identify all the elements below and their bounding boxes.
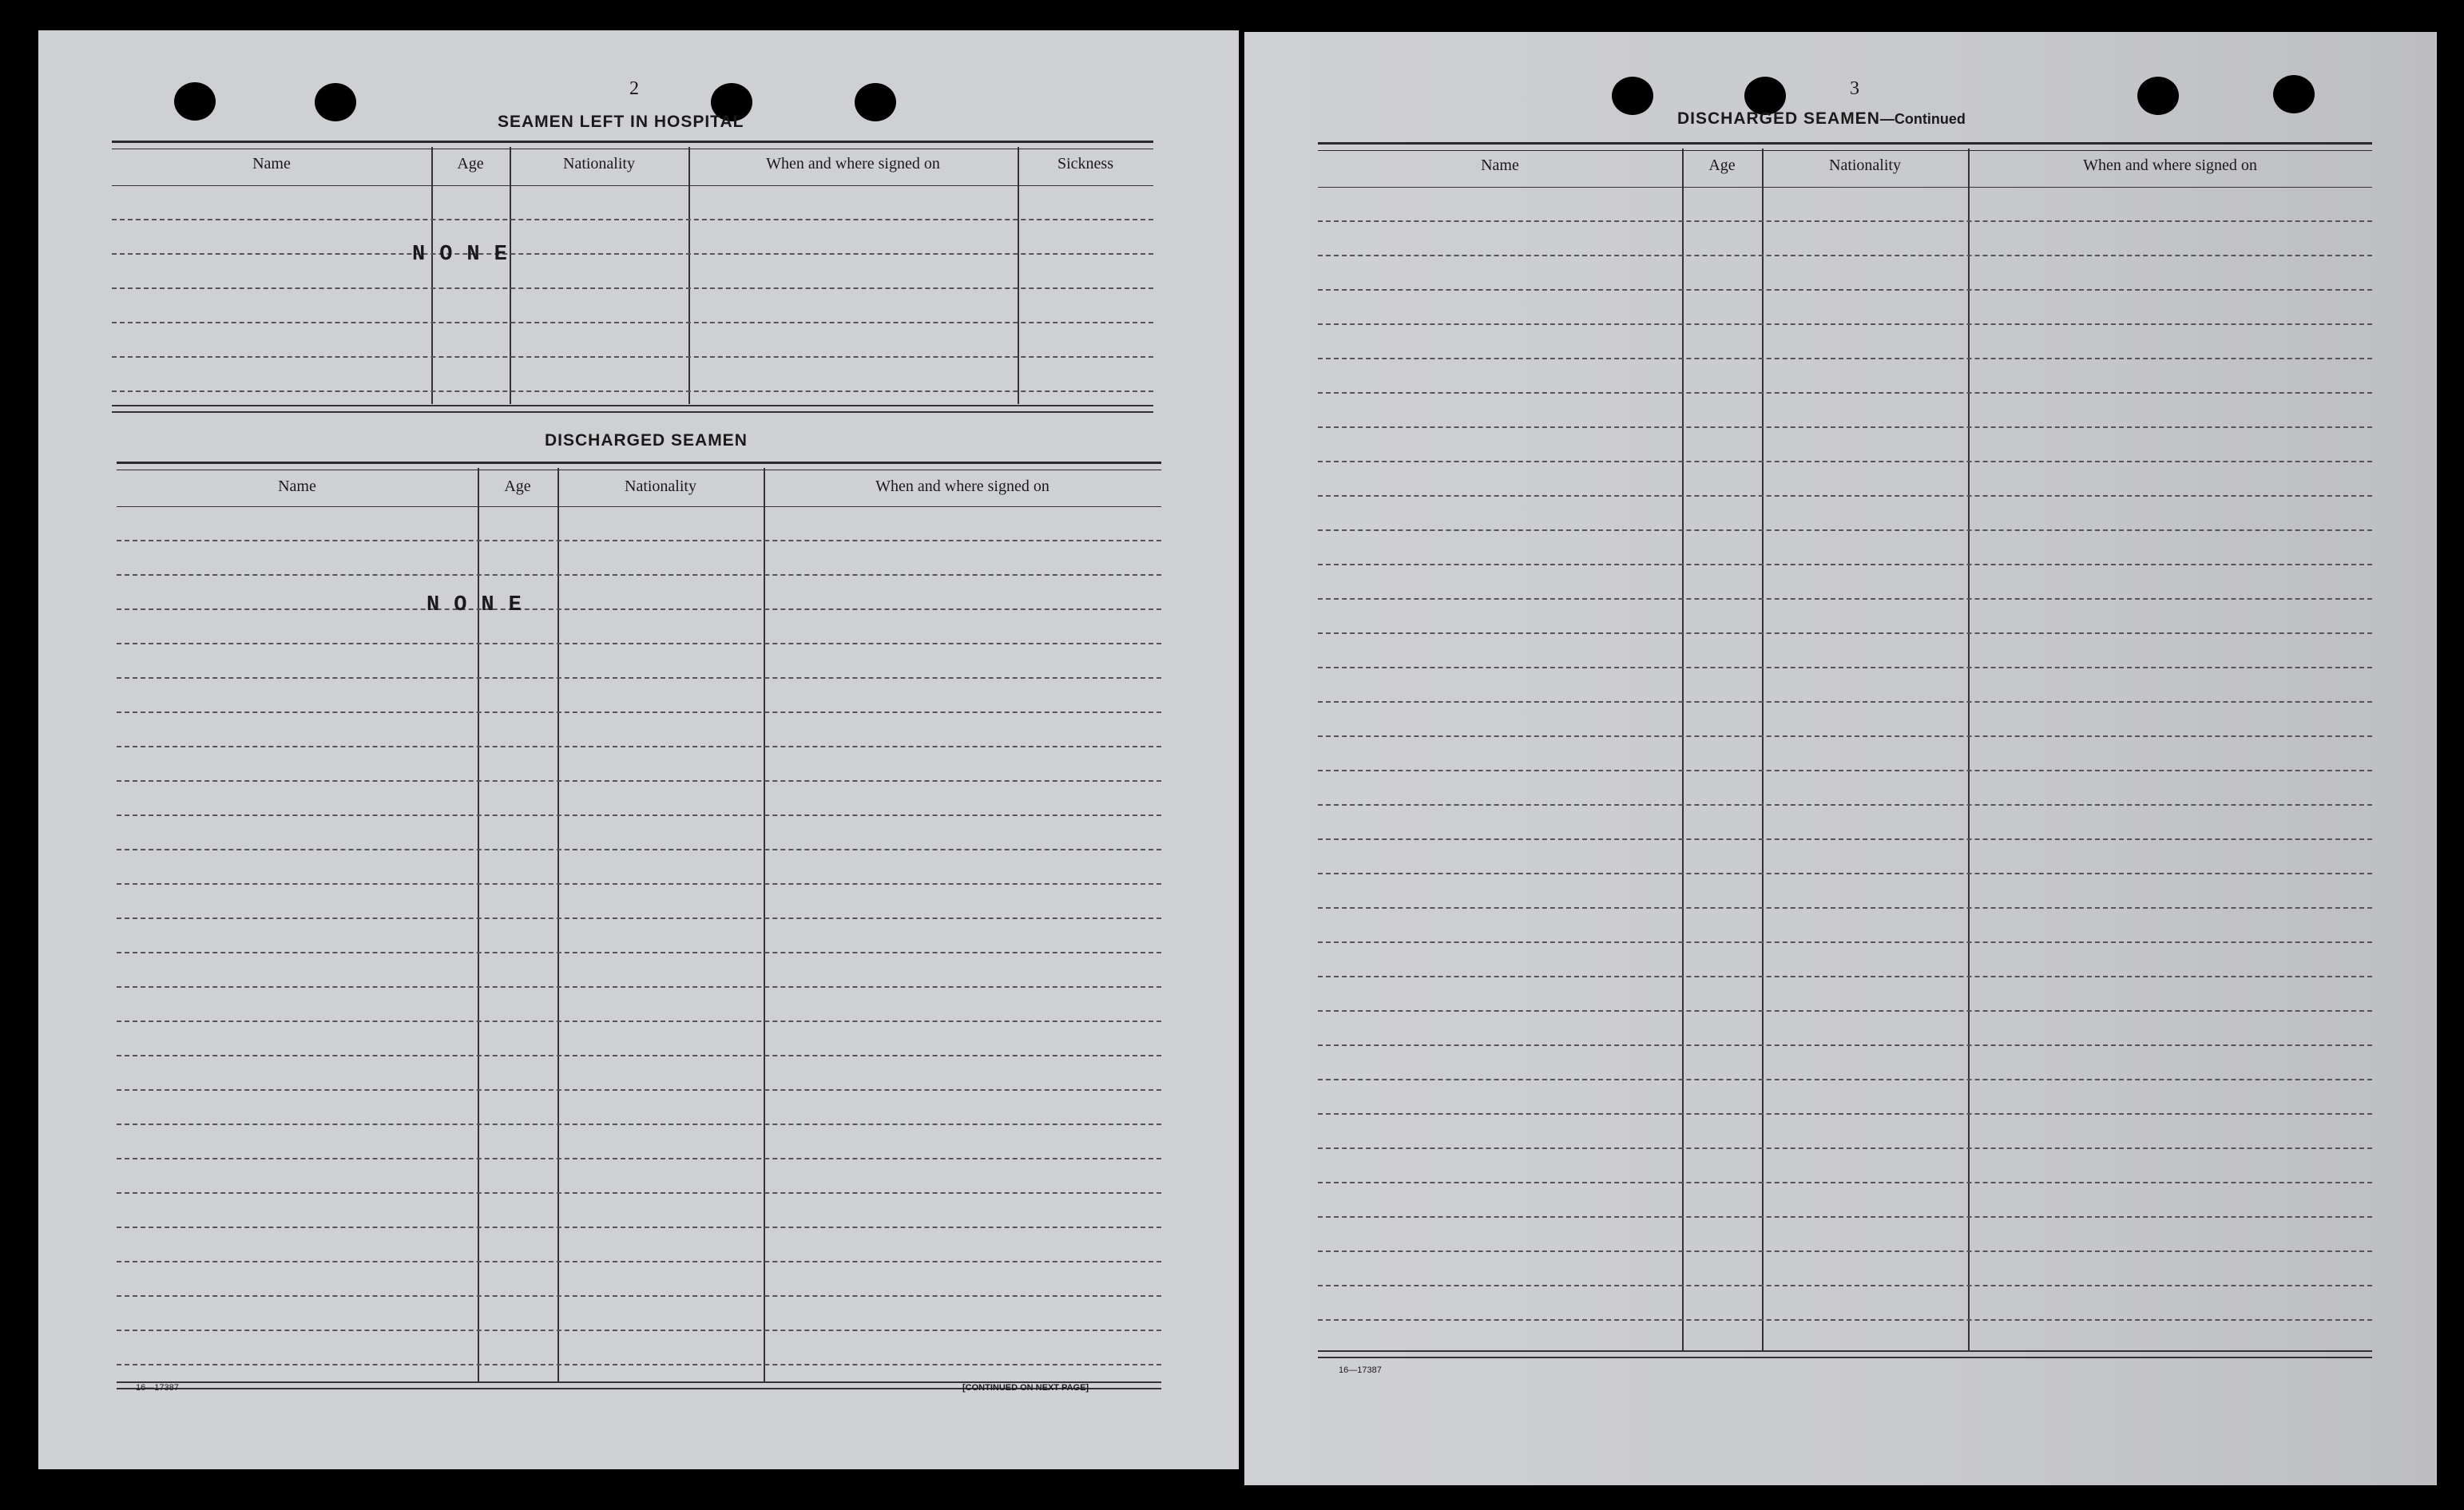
ruled-line — [1318, 358, 2372, 359]
hospital-table — [112, 141, 1153, 416]
col-header-nationality: Nationality — [1829, 157, 1901, 174]
ruled-line — [1318, 941, 2372, 943]
col-header-name: Name — [1481, 157, 1519, 174]
punch-hole — [2137, 77, 2179, 115]
ruled-line — [117, 1055, 1161, 1056]
ruled-line — [1318, 1044, 2372, 1046]
page-number: 3 — [1850, 78, 1859, 99]
col-header-name: Name — [252, 155, 291, 172]
discharged-none-entry: NONE — [427, 593, 536, 617]
discharged-continued-title — [1677, 109, 1966, 129]
left-page — [38, 30, 1239, 1469]
ruled-line — [1318, 323, 2372, 325]
ruled-line — [1318, 1079, 2372, 1080]
ruled-line — [117, 1295, 1161, 1297]
hospital-section-title: SEAMEN LEFT IN HOSPITAL — [498, 113, 744, 131]
ruled-line — [1318, 1147, 2372, 1149]
title-suffix: —Continued — [1879, 111, 1966, 127]
ruled-line — [1318, 598, 2372, 600]
ruled-line — [1318, 255, 2372, 256]
ruled-line — [117, 986, 1161, 988]
hospital-none-entry: NONE — [412, 243, 522, 267]
col-header-age: Age — [457, 155, 484, 172]
discharged-continued-table — [1318, 142, 2372, 1376]
ruled-line — [1318, 838, 2372, 840]
ruled-line — [1318, 1250, 2372, 1252]
ruled-line — [117, 1021, 1161, 1022]
right-page — [1244, 32, 2437, 1485]
col-header-name: Name — [278, 478, 316, 495]
ruled-line — [112, 356, 1153, 358]
punch-hole — [855, 83, 896, 121]
title-main: DISCHARGED SEAMEN — [1677, 109, 1880, 128]
ruled-line — [117, 711, 1161, 713]
ruled-line — [117, 780, 1161, 782]
col-header-nationality: Nationality — [563, 155, 635, 172]
punch-hole — [315, 83, 356, 121]
page-number: 2 — [629, 78, 639, 99]
ruled-line — [117, 608, 1161, 610]
ruled-line — [1318, 1319, 2372, 1321]
ruled-line — [1318, 495, 2372, 497]
ruled-line — [117, 1192, 1161, 1194]
punch-hole — [174, 82, 216, 121]
ruled-line — [1318, 1216, 2372, 1218]
ruled-line — [117, 1227, 1161, 1228]
ruled-line — [1318, 770, 2372, 771]
ruled-line — [117, 643, 1161, 644]
ruled-line — [1318, 529, 2372, 531]
discharged-section-title: DISCHARGED SEAMEN — [545, 431, 748, 450]
ruled-line — [117, 746, 1161, 747]
ruled-line — [1318, 1113, 2372, 1115]
form-number: 16—17387 — [1339, 1365, 1382, 1375]
ruled-line — [1318, 632, 2372, 634]
ruled-line — [117, 574, 1161, 576]
punch-hole — [2273, 75, 2315, 113]
ruled-line — [1318, 426, 2372, 428]
ruled-line — [112, 322, 1153, 323]
ruled-line — [1318, 667, 2372, 668]
col-header-sickness: Sickness — [1057, 155, 1113, 172]
ruled-line — [1318, 735, 2372, 737]
col-header-when-where: When and where signed on — [2083, 157, 2257, 174]
ruled-line — [1318, 564, 2372, 565]
ruled-line — [117, 1261, 1161, 1262]
ruled-line — [112, 253, 1153, 255]
ruled-line — [1318, 1285, 2372, 1286]
ruled-line — [1318, 220, 2372, 222]
ruled-line — [1318, 392, 2372, 394]
ruled-line — [112, 390, 1153, 392]
ruled-line — [117, 952, 1161, 953]
ruled-line — [117, 917, 1161, 919]
ruled-line — [117, 1330, 1161, 1331]
ruled-line — [117, 1364, 1161, 1365]
col-header-when-where: When and where signed on — [875, 478, 1049, 495]
ruled-line — [1318, 976, 2372, 977]
ruled-line — [1318, 1010, 2372, 1012]
ruled-line — [117, 677, 1161, 679]
ruled-line — [117, 849, 1161, 850]
ruled-line — [1318, 701, 2372, 703]
col-header-when-where: When and where signed on — [766, 155, 940, 172]
ruled-line — [117, 1158, 1161, 1159]
col-header-nationality: Nationality — [625, 478, 696, 495]
ruled-line — [117, 1124, 1161, 1125]
ruled-line — [117, 814, 1161, 816]
ruled-line — [1318, 873, 2372, 874]
ruled-line — [117, 540, 1161, 541]
ruled-line — [112, 219, 1153, 220]
continued-note: [CONTINUED ON NEXT PAGE] — [962, 1383, 1089, 1393]
discharged-table — [117, 462, 1161, 1404]
ruled-line — [1318, 804, 2372, 806]
ruled-line — [1318, 461, 2372, 462]
ruled-line — [117, 1089, 1161, 1091]
punch-hole — [1612, 77, 1653, 115]
ruled-line — [117, 883, 1161, 885]
ruled-line — [112, 287, 1153, 289]
col-header-age: Age — [1708, 157, 1736, 174]
ruled-line — [1318, 1182, 2372, 1183]
ruled-line — [1318, 289, 2372, 291]
col-header-age: Age — [504, 478, 531, 495]
form-number: 16—17387 — [136, 1383, 179, 1393]
ruled-line — [1318, 907, 2372, 909]
